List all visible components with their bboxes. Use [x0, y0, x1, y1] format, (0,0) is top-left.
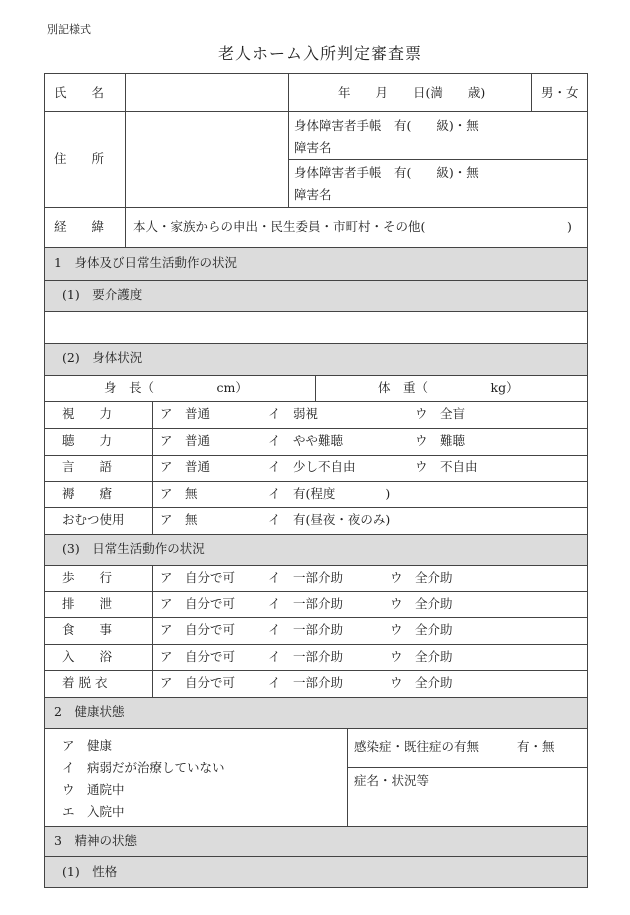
form-title: 老人ホーム入所判定審査票 — [218, 44, 423, 63]
adl-row-1-option-i[interactable]: イ 一部介助 — [268, 596, 344, 611]
adl-row-1-option-u[interactable]: ウ 全介助 — [390, 596, 453, 611]
body-row-4-label: おむつ使用 — [62, 512, 125, 527]
gender-field[interactable]: 男・女 — [541, 85, 579, 100]
weight-field[interactable]: 体 重（ kg） — [378, 380, 519, 395]
name-label: 氏 名 — [54, 85, 105, 100]
infection-label: 感染症・既往症の有無 — [354, 739, 480, 754]
route-options[interactable]: 本人・家族からの申出・民生委員・市町村・その他( — [133, 219, 426, 234]
body-row-3-option-i[interactable]: イ 有(程度 ) — [268, 486, 391, 501]
body-status-title: (2) 身体状況 — [62, 350, 143, 365]
adl-title: (3) 日常生活動作の状況 — [62, 541, 205, 556]
adl-row-0-option-a[interactable]: ア 自分で可 — [160, 570, 236, 585]
adl-row-3-option-i[interactable]: イ 一部介助 — [268, 649, 344, 664]
body-row-0-label: 視 力 — [62, 406, 113, 421]
health-option-i[interactable]: イ 病弱だが治療していない — [62, 760, 225, 775]
section1-title: 1 身体及び日常生活動作の状況 — [54, 255, 237, 270]
adl-row-4-option-a[interactable]: ア 自分で可 — [160, 675, 236, 690]
body-row-2-option-i[interactable]: イ 少し不自由 — [268, 459, 356, 474]
care-level-title: (1) 要介護度 — [62, 287, 143, 302]
handbook-2[interactable]: 身体障害者手帳 有( 級)・無 — [294, 165, 479, 180]
adl-row-4-option-i[interactable]: イ 一部介助 — [268, 675, 344, 690]
section2-band — [45, 697, 587, 728]
body-row-0-option-a[interactable]: ア 普通 — [160, 406, 211, 421]
adl-row-1-label: 排 泄 — [62, 596, 113, 611]
health-option-a[interactable]: ア 健康 — [62, 738, 113, 753]
personality-title: (1) 性格 — [62, 864, 118, 879]
route-label: 経 緯 — [54, 219, 105, 234]
section3-title: 3 精神の状態 — [54, 833, 137, 848]
body-row-1-label: 聴 力 — [62, 433, 113, 448]
adl-row-2-option-i[interactable]: イ 一部介助 — [268, 622, 344, 637]
body-row-0-option-i[interactable]: イ 弱視 — [268, 406, 319, 421]
section2-title: 2 健康状態 — [54, 704, 125, 719]
adl-row-1-option-a[interactable]: ア 自分で可 — [160, 596, 236, 611]
body-row-0-option-u[interactable]: ウ 全盲 — [415, 406, 466, 421]
body-row-4-option-a[interactable]: ア 無 — [160, 512, 198, 527]
adl-row-0-label: 歩 行 — [62, 570, 113, 585]
disability-2[interactable]: 障害名 — [294, 187, 332, 202]
route-close: ) — [567, 219, 572, 234]
adl-row-3-option-u[interactable]: ウ 全介助 — [390, 649, 453, 664]
body-row-1-option-a[interactable]: ア 普通 — [160, 433, 211, 448]
adl-row-0-option-u[interactable]: ウ 全介助 — [390, 570, 453, 585]
address-label: 住 所 — [54, 151, 105, 166]
personality-band — [45, 856, 587, 887]
adl-row-4-option-u[interactable]: ウ 全介助 — [390, 675, 453, 690]
adl-row-2-option-u[interactable]: ウ 全介助 — [390, 622, 453, 637]
adl-row-4-label: 着 脱 衣 — [62, 675, 108, 690]
body-row-2-option-a[interactable]: ア 普通 — [160, 459, 211, 474]
body-row-1-option-i[interactable]: イ やや難聴 — [268, 433, 344, 448]
adl-row-3-option-a[interactable]: ア 自分で可 — [160, 649, 236, 664]
disease-label: 症名・状況等 — [354, 773, 430, 788]
body-row-4-option-i[interactable]: イ 有(昼夜・夜のみ) — [268, 512, 391, 527]
body-row-3-label: 褥 瘡 — [62, 486, 113, 501]
birth-date-field[interactable]: 年 月 日(満 歳) — [338, 85, 486, 100]
body-row-2-option-u[interactable]: ウ 不自由 — [415, 459, 478, 474]
adl-row-2-label: 食 事 — [62, 622, 113, 637]
form-label: 別記様式 — [47, 23, 91, 36]
health-option-e[interactable]: エ 入院中 — [62, 804, 125, 819]
handbook-1[interactable]: 身体障害者手帳 有( 級)・無 — [294, 118, 479, 133]
adl-row-0-option-i[interactable]: イ 一部介助 — [268, 570, 344, 585]
disability-1[interactable]: 障害名 — [294, 140, 332, 155]
body-row-2-label: 言 語 — [62, 459, 113, 474]
height-field[interactable]: 身 長（ cm） — [104, 380, 248, 395]
health-option-u[interactable]: ウ 通院中 — [62, 782, 125, 797]
body-row-1-option-u[interactable]: ウ 難聴 — [415, 433, 466, 448]
adl-row-3-label: 入 浴 — [62, 649, 113, 664]
infection-choice[interactable]: 有・無 — [517, 739, 555, 754]
adl-row-2-option-a[interactable]: ア 自分で可 — [160, 622, 236, 637]
body-row-3-option-a[interactable]: ア 無 — [160, 486, 198, 501]
